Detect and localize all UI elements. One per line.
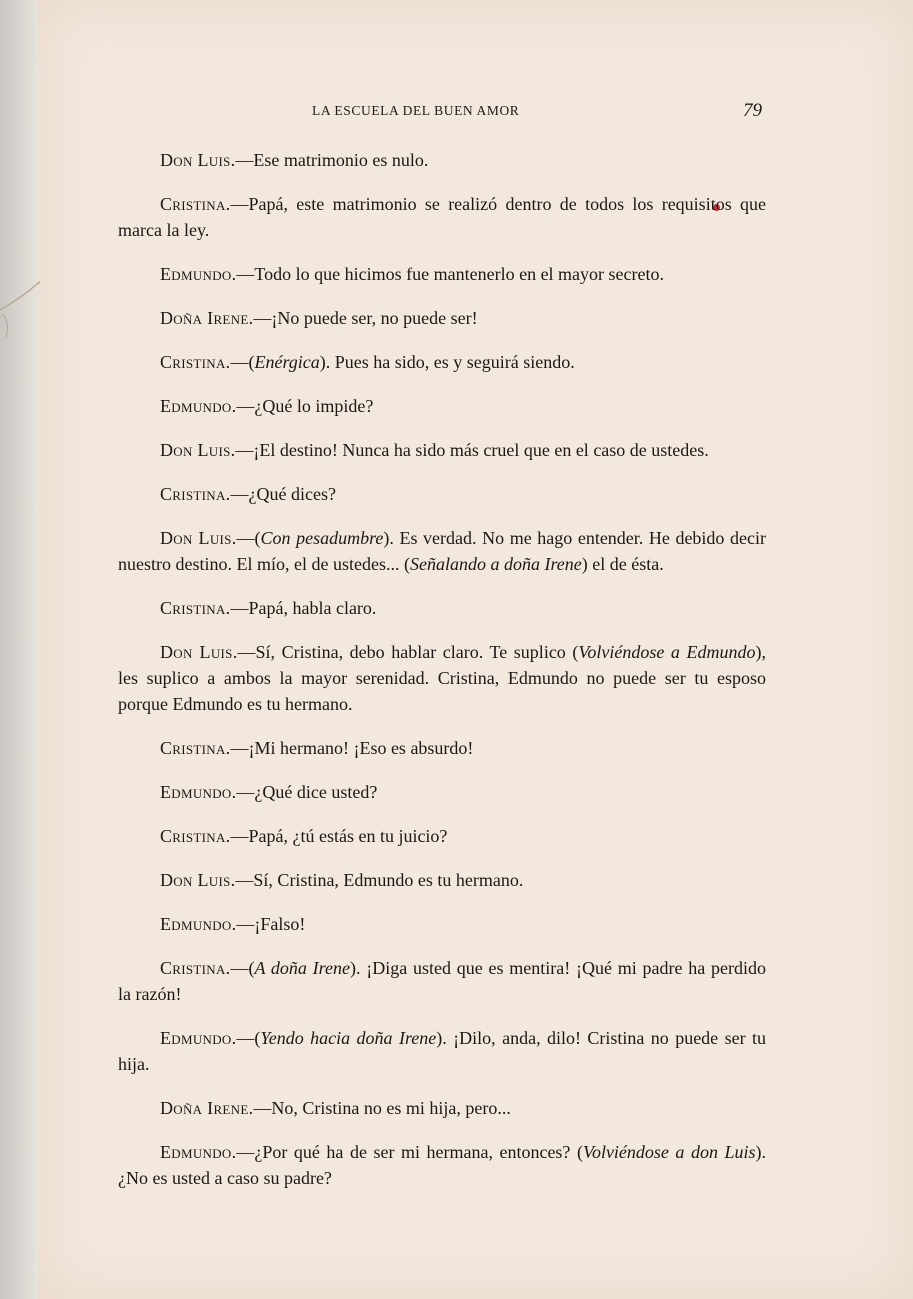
dialogue-text: ). ¿No es usted a caso su padre? (118, 1142, 766, 1188)
dialogue-paragraph (118, 261, 766, 287)
dialogue-paragraph (118, 735, 766, 761)
speaker-name: Cristina. (160, 484, 231, 504)
stage-direction: Volviéndose a don Luis (582, 1142, 756, 1162)
dialogue-paragraph (118, 525, 766, 577)
dialogue-text: —¿Qué dices? (230, 484, 336, 504)
dialogue-paragraph (118, 823, 766, 849)
dialogue-text: ). ¡Diga usted que es mentira! ¡Qué mi padre ha perdido la razón! (118, 958, 766, 1004)
dialogue-paragraph (118, 191, 766, 243)
dialogue-paragraph (118, 393, 766, 419)
running-title: LA ESCUELA DEL BUEN AMOR (312, 103, 520, 118)
binding-thread (0, 280, 44, 340)
speaker-name: Edmundo. (160, 782, 237, 802)
dialogue-text: ) el de ésta. (581, 554, 664, 574)
speaker-name: Doña Irene. (160, 308, 254, 328)
dialogue-paragraph (118, 1095, 766, 1121)
speaker-name: Cristina. (160, 194, 231, 214)
speaker-name: Edmundo. (160, 914, 237, 934)
dialogue-text: ). ¡Dilo, anda, dilo! Cristina no puede ser tu hija. (118, 1028, 766, 1074)
speaker-name: Cristina. (160, 826, 231, 846)
dialogue-text: —( (236, 528, 261, 548)
dialogue-paragraph (118, 639, 766, 717)
stage-direction: Señalando a doña Irene (409, 554, 582, 574)
dialogue-text: —Papá, habla claro. (230, 598, 377, 618)
dialogue-text: —¿Por qué ha de ser mi hermana, entonces? ( (236, 1142, 583, 1162)
dialogue-paragraph (118, 1139, 766, 1191)
speaker-name: Edmundo. (160, 264, 237, 284)
stage-direction: Con pesadumbre (260, 528, 384, 548)
dialogue-paragraph (118, 481, 766, 507)
dialogue-text: —Sí, Cristina, debo hablar claro. Te suplico ( (237, 642, 579, 662)
dialogue-text: —¡Mi hermano! ¡Eso es absurdo! (230, 738, 474, 758)
dialogue-paragraph (118, 595, 766, 621)
page-number: 79 (743, 100, 762, 121)
stage-direction: Enérgica (254, 352, 320, 372)
speaker-name: Don Luis. (160, 150, 236, 170)
dialogue-paragraph (118, 305, 766, 331)
dialogue-text: —Ese matrimonio es nulo. (235, 150, 429, 170)
dialogue-paragraph (118, 779, 766, 805)
speaker-name: Don Luis. (160, 642, 238, 662)
dialogue-text: —Sí, Cristina, Edmundo es tu hermano. (235, 870, 524, 890)
dialogue-paragraph (118, 147, 766, 173)
stage-direction: Volviéndose a Edmundo (578, 642, 756, 662)
speaker-name: Edmundo. (160, 396, 237, 416)
dialogue-paragraph (118, 1025, 766, 1077)
dialogue-text: —Papá, ¿tú estás en tu juicio? (230, 826, 448, 846)
stage-direction: A doña Irene (254, 958, 350, 978)
book-spine-edge (0, 0, 38, 1299)
dialogue-text: —¿Qué lo impide? (236, 396, 374, 416)
speaker-name: Edmundo. (160, 1028, 237, 1048)
play-dialogue (118, 147, 766, 1209)
dialogue-text: —No, Cristina no es mi hija, pero... (253, 1098, 511, 1118)
dialogue-text: ). Pues ha sido, es y seguirá siendo. (319, 352, 575, 372)
dialogue-text: ). Es verdad. No me hago entender. He debido decir nuestro destino. El mío, el de ustedes... ( (118, 528, 766, 574)
dialogue-text: —Papá, este matrimonio se realizó dentro de todos los requisitos que marca la ley. (118, 194, 766, 240)
dialogue-text: —Todo lo que hicimos fue mantenerlo en el mayor secreto. (236, 264, 665, 284)
dialogue-paragraph (118, 437, 766, 463)
speaker-name: Don Luis. (160, 440, 236, 460)
dialogue-text: —( (236, 1028, 261, 1048)
dialogue-text: —¡No puede ser, no puede ser! (253, 308, 478, 328)
speaker-name: Doña Irene. (160, 1098, 254, 1118)
speaker-name: Cristina. (160, 352, 231, 372)
dialogue-text: —( (230, 958, 255, 978)
stage-direction: Yendo hacia doña Irene (260, 1028, 437, 1048)
dialogue-text: —¿Qué dice usted? (236, 782, 378, 802)
dialogue-text: ), les suplico a ambos la mayor serenidad. Cristina, Edmundo no puede ser tu esposo porque Edmundo es tu hermano. (118, 642, 766, 714)
speaker-name: Cristina. (160, 598, 231, 618)
speaker-name: Cristina. (160, 958, 231, 978)
dialogue-text: —¡El destino! Nunca ha sido más cruel que en el caso de ustedes. (235, 440, 709, 460)
speaker-name: Don Luis. (160, 528, 237, 548)
dialogue-paragraph (118, 867, 766, 893)
speaker-name: Cristina. (160, 738, 231, 758)
dialogue-paragraph (118, 955, 766, 1007)
speaker-name: Edmundo. (160, 1142, 237, 1162)
dialogue-text: —¡Falso! (236, 914, 306, 934)
speaker-name: Don Luis. (160, 870, 236, 890)
dialogue-paragraph (118, 911, 766, 937)
dialogue-text: —( (230, 352, 255, 372)
dialogue-paragraph (118, 349, 766, 375)
